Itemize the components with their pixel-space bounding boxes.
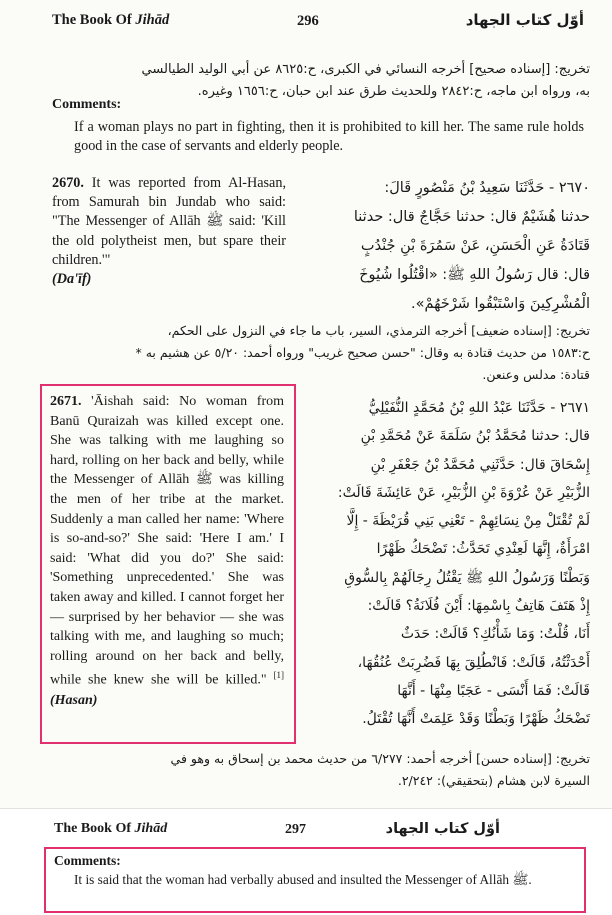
hadith-2670-number: 2670. — [52, 175, 84, 191]
ar-2671-line: قال: حدثنا مُحَمَّدُ بْنُ سَلَمَةَ عَنْ مُحَمَّدِ بْنِ — [360, 428, 590, 445]
ar-2671-line: ٢٦٧١ - حَدَّثَنَا عَبْدُ اللهِ بْنُ مُحَمَّدٍ النُّفَيْلِيُّ — [368, 400, 590, 416]
page-number-297: 297 — [285, 822, 306, 837]
comments-text: If a woman plays no part in fighting, then it is prohibited to kill her. The same rule holds good in the case of servants and elderly people. — [74, 119, 584, 155]
ar-2671-line: قَالَتْ: فَمَا أَنْسَى - عَجَبًا مِنْهَا - أَنَّهَا — [397, 682, 590, 699]
hadith-2670-arabic — [300, 174, 590, 319]
ar-2671-line: لَمْ تُقْتَلْ مِنْ نِسَائِهِمْ - تَعْنِي بَنِي قُرَيْظَةَ - إِلَّا — [346, 513, 590, 530]
ar-2670-line: حدثنا هُشَيْمٌ قال: حدثنا حَجَّاجٌ قال: حدثنا — [353, 209, 590, 225]
comments-heading-297: Comments: — [54, 853, 121, 868]
ar-2671-line: إِذْ هَتَفَ هَاتِفٌ بِاسْمِهَا: أَيْنَ فُلَانَةُ؟ قَالَتْ: — [367, 598, 590, 615]
takhrij-line-2: به، ورواه ابن ماجه، ح:٢٨٤٢ وللحديث طرق عند ابن حبان، ح:١٦٥٦ وغيره. — [197, 84, 590, 99]
ar-2670-line: الْمُشْرِكِينَ وَاسْتَبْقُوا شَرْخَهُمْ». — [410, 296, 590, 312]
running-header-left — [52, 12, 169, 29]
comments-text-297: It is said that the woman had verbally abused and insulted the Messenger of Allāh ﷺ. — [74, 872, 532, 887]
page-297 — [0, 808, 612, 915]
running-header-left-297 — [54, 821, 167, 837]
ar-2670-line: ٢٦٧٠ - حَدَّثَنَا سَعِيدُ بْنُ مَنْصُورٍ قَالَ: — [384, 180, 590, 196]
takhrij-2670-line: ح:١٥٨٣ من حديث قتادة به وقال: "حسن صحيح غريب" ورواه أحمد: ٥/٢٠ عن هشيم به * — [135, 345, 590, 360]
ar-2671-line: الزُّبَيْرِ عَنْ عُرْوَةَ بْنِ الزُّبَيْرِ، عَنْ عَائِشَةَ قَالَتْ: — [337, 484, 590, 501]
hadith-2671-text: 'Āishah said: No woman from Banū Quraizah was killed except one. She was talking with me laughing so hard, rolling on her back and belly, while the Messenger of Allāh ﷺ was killing the men of her tribe at the market. Suddenly a man called her name: 'Where is so-and-so?' She said: 'Here I am.' I said: 'What did you do?' She said: 'Something unprecedented.' She was taken away and killed. I cannot forget her — surprised by her behavior — she was talking with me, and laughing so much; rolling around on her back and belly, while she knew she will be killed." — [50, 394, 284, 688]
ar-2671-line: إِسْحَاقَ قال: حَدَّثَنِي مُحَمَّدُ بْنُ جَعْفَرِ بْنِ — [370, 456, 590, 473]
takhrij-2671-line: تخريج: [إسناده حسن] أخرجه أحمد: ٦/٢٧٧ من حديث محمد بن إسحاق به وهو في — [170, 751, 590, 766]
comments-heading: Comments: — [52, 97, 122, 112]
running-header-right-297: أوّل كتاب الجهاد — [385, 821, 500, 837]
takhrij-2671 — [171, 748, 590, 792]
ar-2670-line: قَتَادَةُ عَنِ الْحَسَنِ، عَنْ سَمُرَةَ بْنِ جُنْدُبٍ — [360, 238, 590, 254]
ar-2671-line: تَضْحَكُ ظَهْرًا وَبَطْنًا وَقَدْ عَلِمَتْ أَنَّهَا تُقْتَلُ. — [362, 711, 590, 728]
footnote-marker: [1] — [273, 670, 285, 681]
hadith-2671-english — [50, 392, 284, 710]
hadith-2670-grade: (Da'īf) — [52, 271, 92, 288]
ar-2671-line: وَبَطْنًا وَرَسُولُ اللهِ ﷺ يَقْتُلُ رِجَالَهُمْ بِالسُّوقِ — [344, 569, 590, 586]
hadith-2671-grade: (Hasan) — [50, 692, 98, 708]
ar-2671-line: امْرَأَةٌ، إِنَّهَا لَعِنْدِي تَحَدَّثُ: تَضْحَكُ ظَهْرًا — [376, 541, 590, 558]
hadith-2670-text: It was reported from Al-Hasan, from Samurah bin Jundab who said: "The Messenger of Allāh ﷺ said: 'Kill the old polytheist men, but spare their children.'" — [52, 175, 286, 268]
ar-2670-line: قال: قال رَسُولُ اللهِ ﷺ: «اقْتُلُوا شُيُوخَ — [359, 267, 590, 283]
hadith-2670-english — [52, 174, 286, 289]
takhrij-2671-line: السيرة لابن هشام (بتحقيقي): ٢/٢٤٢. — [397, 773, 590, 788]
takhrij-2670-line: تخريج: [إسناده ضعيف] أخرجه الترمذي، السير، باب ما جاء في النزول على الحكم، — [167, 323, 590, 338]
ar-2671-line: أَحْدَثْتُهُ، قَالَتْ: فَانْطُلِقَ بِهَا فَضُرِبَتْ عُنُقُهَا، — [357, 654, 590, 671]
header-left-text-297: The Book Of — [54, 821, 135, 836]
page-number: 296 — [297, 13, 319, 29]
takhrij-2670-line: قتادة: مدلس وعنعن. — [482, 367, 590, 382]
hadith-2671-number: 2671. — [50, 394, 82, 409]
takhrij-line-1: تخريج: [إسناده صحيح] أخرجه النسائي في الكبرى، ح:٨٦٢٥ عن أبي الوليد الطيالسي — [141, 62, 590, 77]
header-left-italic-297: Jihād — [134, 821, 168, 836]
hadith-2671-arabic — [296, 394, 590, 734]
takhrij-2670 — [136, 320, 591, 386]
header-left-text: The Book Of — [52, 12, 136, 28]
header-left-italic: Jihād — [135, 12, 170, 28]
ar-2671-line: أَنَا، قُلْتُ: وَمَا شَأْنُكِ؟ قَالَتْ: حَدَثٌ — [400, 626, 590, 643]
running-header-right: أوّل كتاب الجهاد — [465, 11, 584, 29]
